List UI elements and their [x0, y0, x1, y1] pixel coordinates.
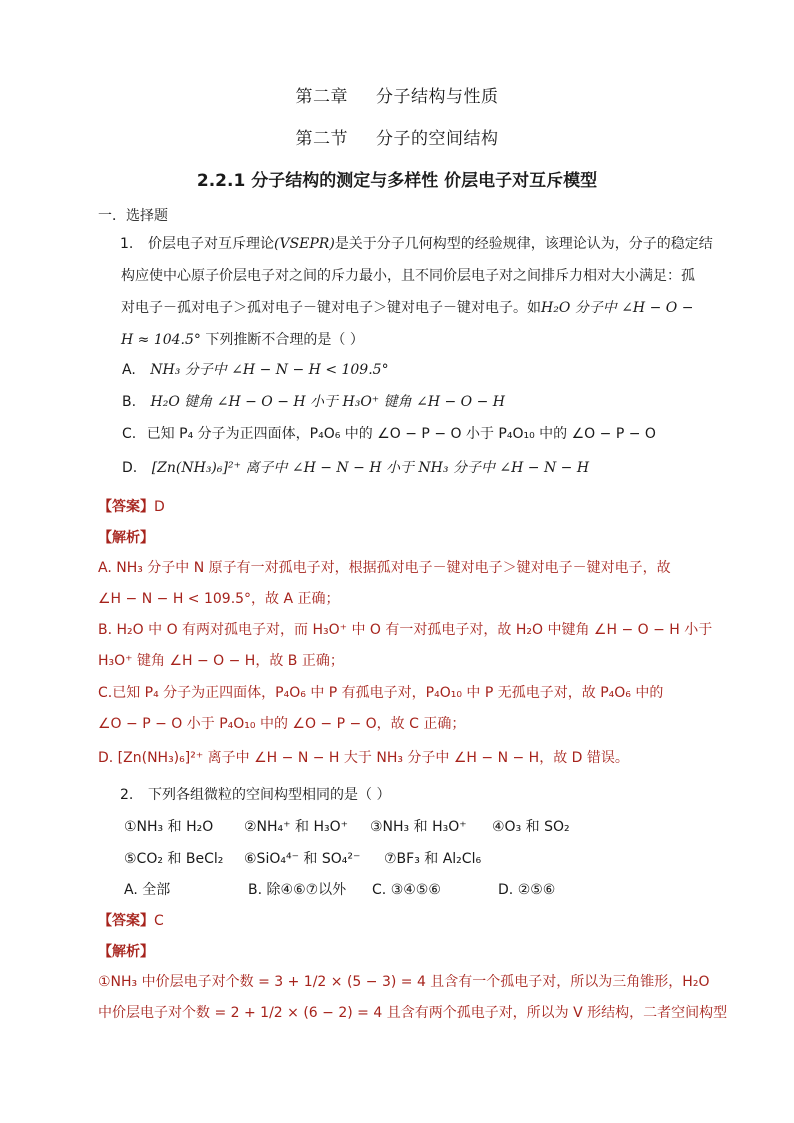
q1-option-a[interactable] — [122, 360, 389, 380]
q2-stem: 下列各组微粒的空间构型相同的是（ ） — [148, 787, 391, 803]
option-label: D. — [122, 460, 138, 476]
q2-answer — [98, 911, 164, 931]
q2-group: ⑦BF₃ 和 Al₂Cl₆ — [384, 851, 482, 867]
q2-group-row-1 — [124, 817, 570, 837]
q2-option-a[interactable] — [124, 880, 248, 900]
q2-group: ④O₃ 和 SO₂ — [492, 819, 570, 835]
option-text: 已知 P₄ 分子为正四面体，P₄O₆ 中的 ∠O − P − O 小于 P₄O₁₀ 中的 ∠O − P − O — [146, 426, 656, 442]
chapter-heading — [0, 82, 794, 107]
q1-analysis-line-7: D. [Zn(NH₃)₆]²⁺ 离子中 ∠H − N − H 大于 NH₃ 分子中 ∠H − N − H，故 D 错误。 — [98, 750, 629, 766]
q2-analysis-line-1: ①NH₃ 中价层电子对个数 = 3 + 1/2 × (5 − 3) = 4 且含有一个孤电子对，所以为三角锥形，H₂O — [98, 974, 710, 990]
option-label: D. — [498, 882, 514, 898]
q1-option-d[interactable] — [122, 458, 589, 478]
option-label: A. — [124, 882, 138, 898]
part-title: 一．选择题 — [98, 208, 168, 224]
option-label: C. — [372, 882, 387, 898]
q1-stem-line-1 — [148, 234, 713, 254]
q1-option-c[interactable] — [122, 424, 656, 444]
q2-group: ①NH₃ 和 H₂O — [124, 819, 214, 835]
q1-analysis-line-3: B. H₂O 中 O 有两对孤电子对，而 H₃O⁺ 中 O 有一对孤电子对，故 H₂O 中键角 ∠H − O − H 小于 — [98, 622, 713, 638]
section-label: 第二节 — [295, 129, 348, 149]
option-label: B. — [248, 882, 263, 898]
q1-analysis-label: 【解析】 — [98, 530, 154, 546]
q1-analysis-line-5: C.已知 P₄ 分子为正四面体，P₄O₆ 中 P 有孤电子对，P₄O₁₀ 中 P 无孤电子对，故 P₄O₆ 中的 — [98, 685, 664, 701]
q1-analysis-line-1: A. NH₃ 分子中 N 原子有一对孤电子对，根据孤对电子－键对电子＞键对电子－键对电子，故 — [98, 560, 671, 576]
q1-answer — [98, 497, 165, 517]
q1-stem-line-3 — [121, 298, 693, 318]
q2-options — [124, 880, 555, 900]
q2-group-row-2 — [124, 849, 481, 869]
q2-group: ②NH₄⁺ 和 H₃O⁺ — [244, 819, 349, 835]
q1-number: 1. — [120, 236, 134, 252]
option-label: B. — [122, 394, 137, 410]
q1-stem-line-2: 构应使中心原子价层电子对之间的斥力最小，且不同价层电子对之间排斥力相对大小满足：孤 — [121, 268, 695, 284]
q1-stem-text: 价层电子对互斥理论 — [148, 236, 274, 252]
q1-analysis-line-4: H₃O⁺ 键角 ∠H − O − H，故 B 正确； — [98, 653, 344, 669]
section-title: 分子的空间结构 — [376, 129, 499, 149]
q2-number: 2. — [120, 787, 134, 803]
q1-stem-line-4 — [121, 330, 364, 350]
q1-stem-text-b: 是关于分子几何构型的经验规律，该理论认为，分子的稳定结 — [334, 236, 713, 252]
q2-analysis-line-2: 中价层电子对个数 = 2 + 1/2 × (6 − 2) = 4 且含有两个孤电子对，所以为 V 形结构，二者空间构型 — [98, 1005, 728, 1021]
lesson-title: 2.2.1 分子结构的测定与多样性 价层电子对互斥模型 — [196, 171, 598, 191]
option-text: ②⑤⑥ — [517, 882, 556, 898]
q2-group: ③NH₃ 和 H₃O⁺ — [370, 819, 467, 835]
q1-option-b[interactable] — [122, 392, 505, 412]
q1-stem-angle: H ≈ 104.5° — [121, 332, 201, 348]
q2-option-c[interactable] — [372, 880, 498, 900]
q1-stem-formula: H₂O 分子中 ∠H − O − — [541, 300, 694, 316]
option-text: [Zn(NH₃)₆]²⁺ 离子中 ∠H − N − H 小于 NH₃ 分子中 ∠H − N − H — [151, 460, 590, 476]
option-label: C. — [122, 426, 137, 442]
answer-value: D — [154, 499, 165, 515]
answer-value: C — [154, 913, 164, 929]
chapter-title: 分子结构与性质 — [376, 87, 499, 107]
q1-analysis-line-2: ∠H − N − H < 109.5°，故 A 正确； — [98, 591, 340, 607]
q1-stem-text-c: 对电子－孤对电子＞孤对电子－键对电子＞键对电子－键对电子。如 — [121, 300, 541, 316]
option-text: H₂O 键角 ∠H − O − H 小于 H₃O⁺ 键角 ∠H − O − H — [150, 394, 505, 410]
q1-stem-question: 下列推断不合理的是（ ） — [205, 332, 364, 348]
answer-label: 【答案】 — [98, 913, 154, 929]
q2-group: ⑥SiO₄⁴⁻ 和 SO₄²⁻ — [244, 851, 361, 867]
q1-analysis-line-6: ∠O − P − O 小于 P₄O₁₀ 中的 ∠O − P − O，故 C 正确； — [98, 716, 466, 732]
option-text: NH₃ 分子中 ∠H − N − H < 109.5° — [150, 362, 389, 378]
q2-group: ⑤CO₂ 和 BeCl₂ — [124, 851, 224, 867]
option-text: 除④⑥⑦以外 — [266, 882, 347, 898]
q2-analysis-label: 【解析】 — [98, 944, 154, 960]
answer-label: 【答案】 — [98, 499, 154, 515]
option-label: A. — [122, 362, 136, 378]
section-heading — [0, 124, 794, 149]
chapter-label: 第二章 — [295, 87, 348, 107]
option-text: ③④⑤⑥ — [390, 882, 441, 898]
q2-option-d[interactable] — [498, 882, 555, 898]
q1-stem-vsepr: (VSEPR) — [274, 236, 335, 252]
q2-option-b[interactable] — [248, 880, 372, 900]
option-text: 全部 — [142, 882, 171, 898]
